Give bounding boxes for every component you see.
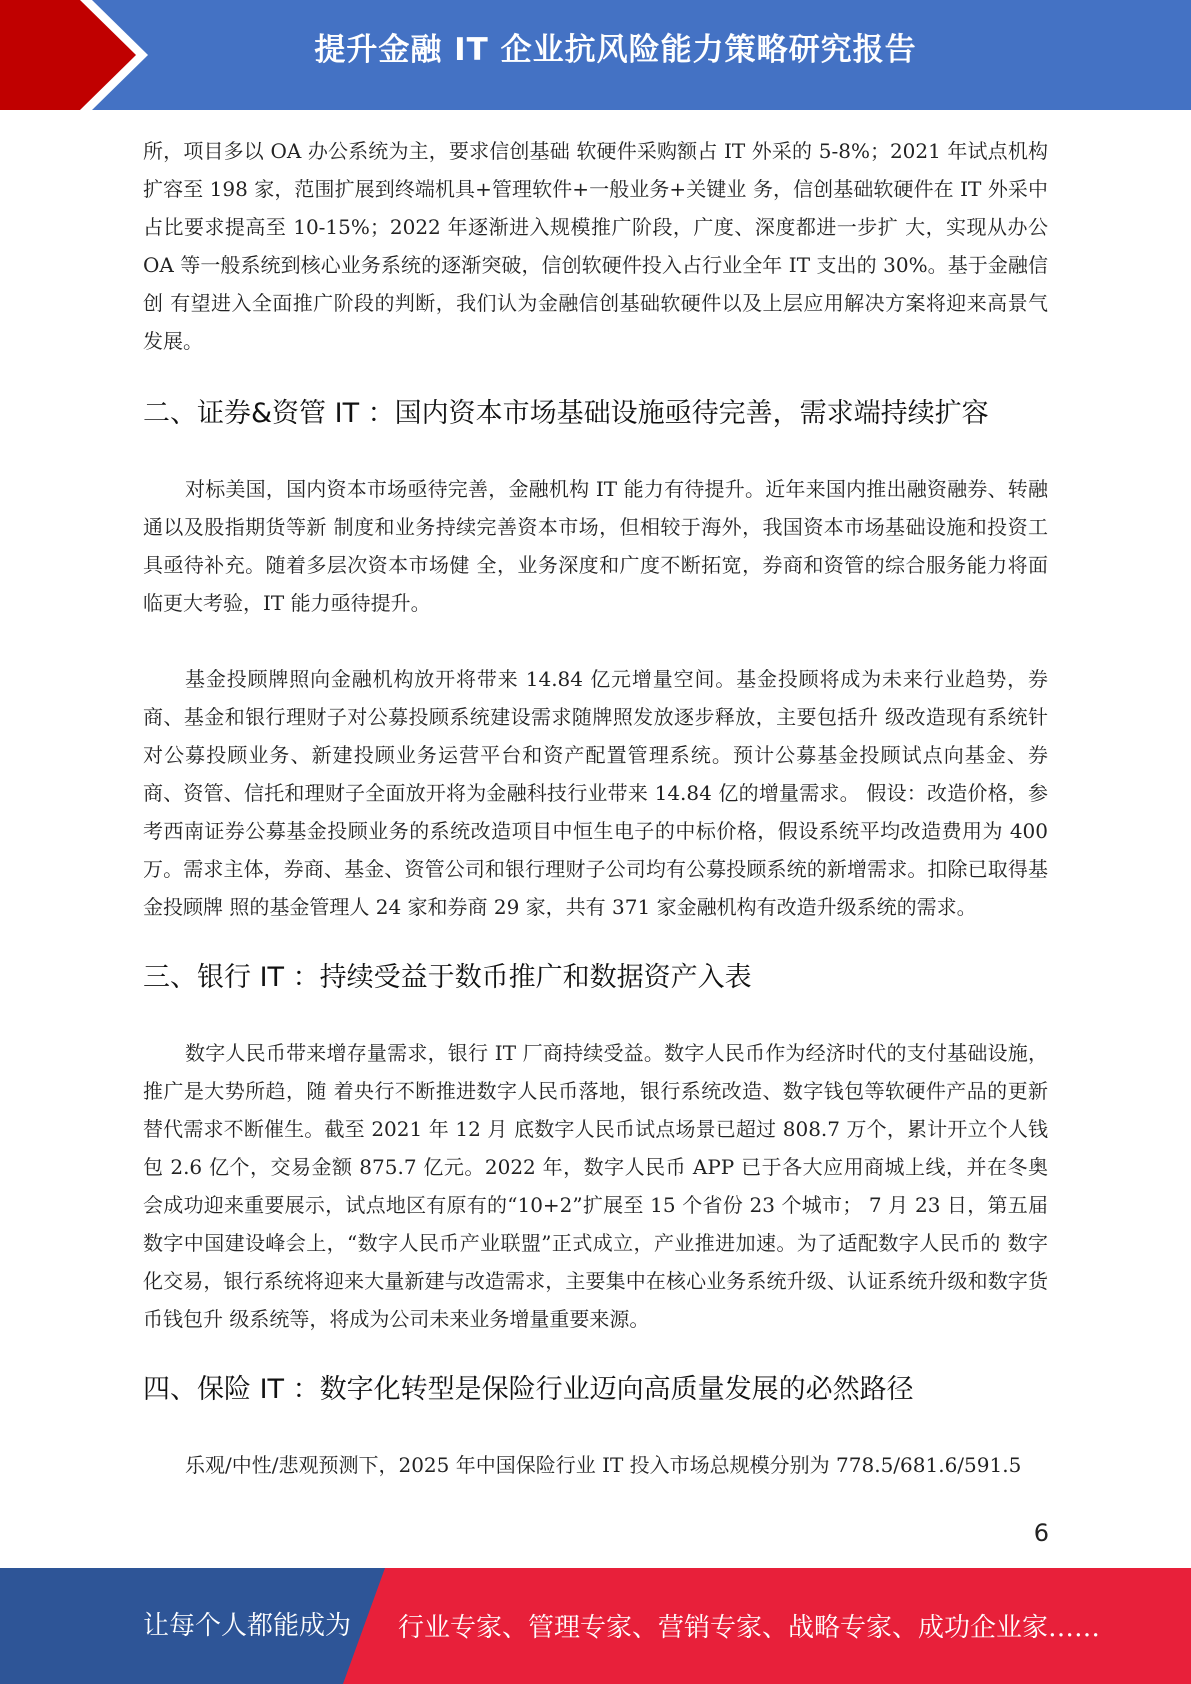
page-header [0,0,1191,110]
paragraph: 乐观/中性/悲观预测下，2025 年中国保险行业 IT 投入市场总规模分别为 778.5/681.6/591.5 [185,1453,1022,1477]
header-chevron-decoration [0,0,160,110]
paragraph: 所，项目多以 OA 办公系统为主，要求信创基础 软硬件采购额占 IT 外采的 5-8%；2021 年试点机构扩容至 198 家，范围扩展到终端机具+管理软件+一般业务+关键业 务，信创基础软硬件在 IT 外采中占比要求提高至 10-15%；2022 年逐渐进入规模推广阶段，广度、深度都进一步扩 大，实现从办公 OA 等一般系统到核心业务系统的逐渐突破，信创软硬件投入占行业全年 IT 支出的 30%。基于金融信创 有望进入全面推广阶段的判断，我们认为金融信创基础软硬件以及上层应用解决方案将迎来高景气发展。 [143,139,1048,353]
document-body [143,132,1048,1484]
section-heading-securities: 二、证券&资管 IT ：国内资本市场基础设施亟待完善，需求端持续扩容 [143,398,989,429]
paragraph: 对标美国，国内资本市场亟待完善，金融机构 IT 能力有待提升。近年来国内推出融资融券、转融通以及股指期货等新 制度和业务持续完善资本市场，但相较于海外，我国资本市场基础设施和投资工具亟待补充。随着多层次资本市场健 全，业务深度和广度不断拓宽，券商和资管的综合服务能力将面临更大考验，IT 能力亟待提升。 [143,477,1048,615]
page-number: 6 [1033,1519,1049,1547]
paragraph: 基金投顾牌照向金融机构放开将带来 14.84 亿元增量空间。基金投顾将成为未来行业趋势，券商、基金和银行理财子对公募投顾系统建设需求随牌照发放逐步释放，主要包括升 级改造现有系统针对公募投顾业务、新建投顾业务运营平台和资产配置管理系统。预计公募基金投顾试点向基金、券 商、资管、信托和理财子全面放开将为金融科技行业带来 14.84 亿的增量需求。 假设：改造价格，参考西南证券公募基金投顾业务的系统改造项目中恒生电子的中标价格，假设系统平均改造费用为 400 万。需求主体，券商、基金、资管公司和银行理财子公司均有公募投顾系统的新增需求。扣除已取得基金投顾牌 照的基金管理人 24 家和券商 29 家，共有 371 家金融机构有改造升级系统的需求。 [143,667,1048,919]
footer-slogan-left: 让每个人都能成为 [143,1611,352,1641]
section-heading-bank: 三、银行 IT ：持续受益于数币推广和数据资产入表 [143,962,752,993]
document-title: 提升金融 IT 企业抗风险能力策略研究报告 [314,32,917,68]
paragraph: 数字人民币带来增存量需求，银行 IT 厂商持续受益。数字人民币作为经济时代的支付基础设施，推广是大势所趋，随 着央行不断推进数字人民币落地，银行系统改造、数字钱包等软硬件产品的更新替代需求不断催生。截至 2021 年 12 月 底数字人民币试点场景已超过 808.7 万个，累计开立个人钱包 2.6 亿个，交易金额 875.7 亿元。2022 年，数字人民币 APP 已于各大应用商城上线，并在冬奥会成功迎来重要展示，试点地区有原有的“10+2”扩展至 15 个省份 23 个城市； 7 月 23 日，第五届数字中国建设峰会上，“数字人民币产业联盟”正式成立，产业推进加速。为了适配数字人民币的 数字化交易，银行系统将迎来大量新建与改造需求，主要集中在核心业务系统升级、认证系统升级和数字货币钱包升 级系统等，将成为公司未来业务增量重要来源。 [143,1041,1048,1331]
footer-slogan-right: 行业专家、管理专家、营销专家、战略专家、成功企业家…… [398,1613,1101,1643]
page-footer [0,1568,1191,1684]
section-heading-insurance: 四、保险 IT ：数字化转型是保险行业迈向高质量发展的必然路径 [143,1374,914,1405]
